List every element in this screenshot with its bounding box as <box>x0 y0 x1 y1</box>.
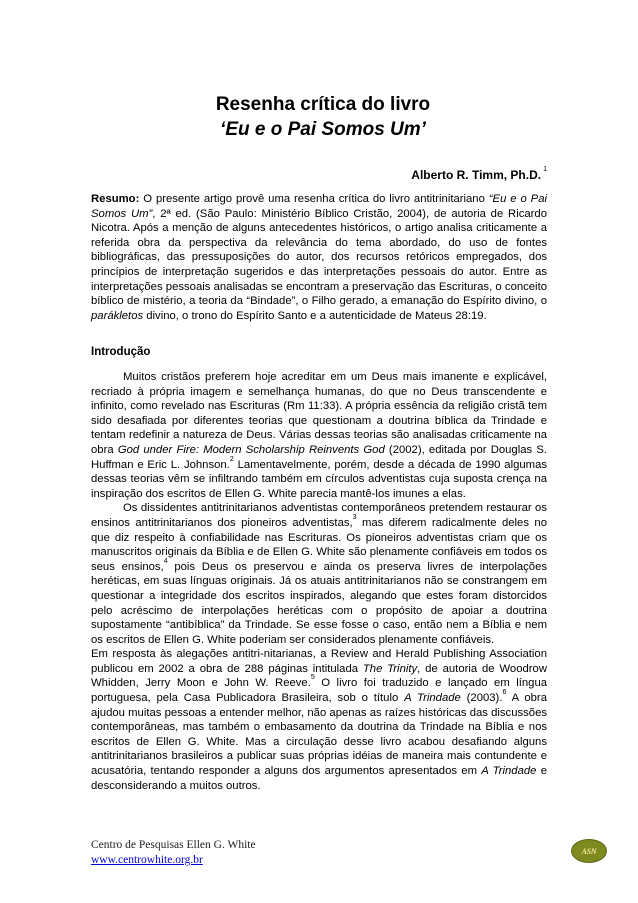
paragraph-text: A obra ajudou muitas pessoas a entender melhor, não apenas as raízes históricas das discussões contemporâneas, mas também o embasamento da doutrina da Trindade na Bíblia e nos escritos de Ellen G. White. Mas a circulação desse livro acabou desafiando alguns antitrinitarianos brasileiros a publicar suas próprias idéias de maneira mais contundente e acusatória, tentando responder a alguns dos argumentos apresentados em <box>91 692 547 778</box>
paragraph-text: Os dissidentes antitrinitarianos adventistas contemporâneos pretendem restaurar os ensinos antitrinitarianos dos pioneiros adventistas, <box>91 502 547 529</box>
paragraph-2 <box>91 501 547 647</box>
logo-lettering: ASN <box>581 846 597 856</box>
footnote-ref-4[interactable]: 4 <box>163 557 168 565</box>
paragraph-text: mas diferem radicalmente deles no que diz respeito à confiabilidade nas Escrituras. Os pioneiros adventistas criam que os manuscritos originais da Bíblia e de Ellen G. White são plenamente confiáveis em todos os seus ensinos, <box>91 516 547 573</box>
abstract-text: O presente artigo provê uma resenha crítica do livro antitrinitariano <box>139 193 489 205</box>
paragraph-text: e desconsiderando a muitos outros. <box>91 765 547 792</box>
title-line-1: Resenha crítica do livro <box>215 94 431 115</box>
title-line-2: ‘Eu e o Pai Somos Um’ <box>220 119 426 140</box>
paragraph-text: Em resposta às alegações antitri-nitarianas, a Review and Herald Publishing Association publicou em 2002 a obra de 288 páginas intitulada <box>91 648 547 675</box>
paragraph-text: , de autoria de Woodrow Whidden, Jerry Moon e John W. Reeve. <box>91 662 547 690</box>
footnote-ref-3[interactable]: 3 <box>352 513 357 521</box>
paragraph-text: pois Deus os preservou e ainda os preserva livres de interpolações heréticas, em suas línguas originais. Já os atuais antitrinitarianos não se constrangem em questionar a integridade dos escritos inspirados, alegando que estes foram distorcidos pelo acréscimo de interpolações heréticas com o propósito de apoiar a doutrina supostamente “antibíblica” da Trindade. Se esse fosse o caso, então nem a Bíblia e nem os escritos de Ellen G. White poderiam ser considerados plenamente confiáveis. <box>91 560 548 646</box>
paragraph-text: Muitos cristãos preferem hoje acreditar em um Deus mais imanente e explicável, recriado à própria imagem e semelhança humanas, do que no Deus transcendente e infinito, como revelado nas Escrituras (Rm 11:33). A própria essência da religião cristã tem sido desafiada por diferentes teorias que questionam a doutrina bíblica da Trindade e tentam redefinir a natureza de Deus. Várias dessas teorias são analisadas criticamente na obra <box>91 371 547 456</box>
abstract-text: divino, o trono do Espírito Santo e a autenticidade de Mateus 28:19. <box>143 309 487 322</box>
paragraph-text: Lamentavelmente, porém, desde a década de 1990 algumas dessas teorias vêm se infiltrando também em círculos adventistas cuja suposta crença na inspiração dos escritos de Ellen G. White parecia mantê-los imunes a elas. <box>91 458 547 500</box>
abstract <box>91 192 547 323</box>
footnote-ref-2[interactable]: 2 <box>229 455 234 463</box>
book-title: A Trindade <box>481 765 537 778</box>
abstract-text: , 2ª ed. (São Paulo: Ministério Bíblico Cristão, 2004), de autoria de Ricardo Nicotra. Após a menção de alguns antecedentes históricos, o artigo analisa criticamente a referida obra da perspectiva da relevância do tema abordado, do uso de fontes bibliográficas, das pressuposições do autor, dos recursos retóricos empregados, dos princípios de interpretação sugeridos e das interpretações pessoais do autor. Entre as interpretações pessoais analisadas se encontram a preservação das Escrituras, o conceito bíblico de mistério, a teoria da “Bindade”, o Filho gerado, a emanação do Espírito divino, o <box>91 207 547 308</box>
paragraph-1 <box>91 370 547 501</box>
abstract-book-title: “Eu e o Pai Somos Um” <box>91 193 547 220</box>
footnote-ref-6[interactable]: 6 <box>502 689 507 697</box>
footer-website-link[interactable]: www.centrowhite.org.br <box>91 854 203 866</box>
section-heading-introduction: Introdução <box>91 346 151 358</box>
book-title: A Trindade <box>404 692 461 705</box>
body-text <box>91 370 547 793</box>
paragraph-text: (2003). <box>460 692 503 705</box>
author-name <box>411 166 547 182</box>
paragraph-3 <box>91 647 547 793</box>
author-name-text: Alberto R. Timm, Ph.D. <box>411 168 542 182</box>
book-title: The Trinity <box>362 662 418 675</box>
page-footer <box>91 838 256 868</box>
organization-logo <box>571 839 607 863</box>
footnote-ref-5[interactable]: 5 <box>310 674 315 682</box>
abstract-label: Resumo: <box>91 193 140 205</box>
paragraph-text: (2002), editada por Douglas S. Huffman e Eric L. Johnson. <box>91 443 548 471</box>
book-title: God under Fire: Modern Scholarship Reinvents God <box>117 443 385 456</box>
author-footnote-ref[interactable]: 1 <box>543 166 547 173</box>
footer-organization: Centro de Pesquisas Ellen G. White <box>91 839 256 851</box>
abstract-term: parákletos <box>91 309 144 322</box>
paragraph-text: O livro foi traduzido e lançado em língua portuguesa, pela Casa Publicadora Brasileira, sob o título <box>91 677 548 705</box>
document-title <box>0 92 638 142</box>
